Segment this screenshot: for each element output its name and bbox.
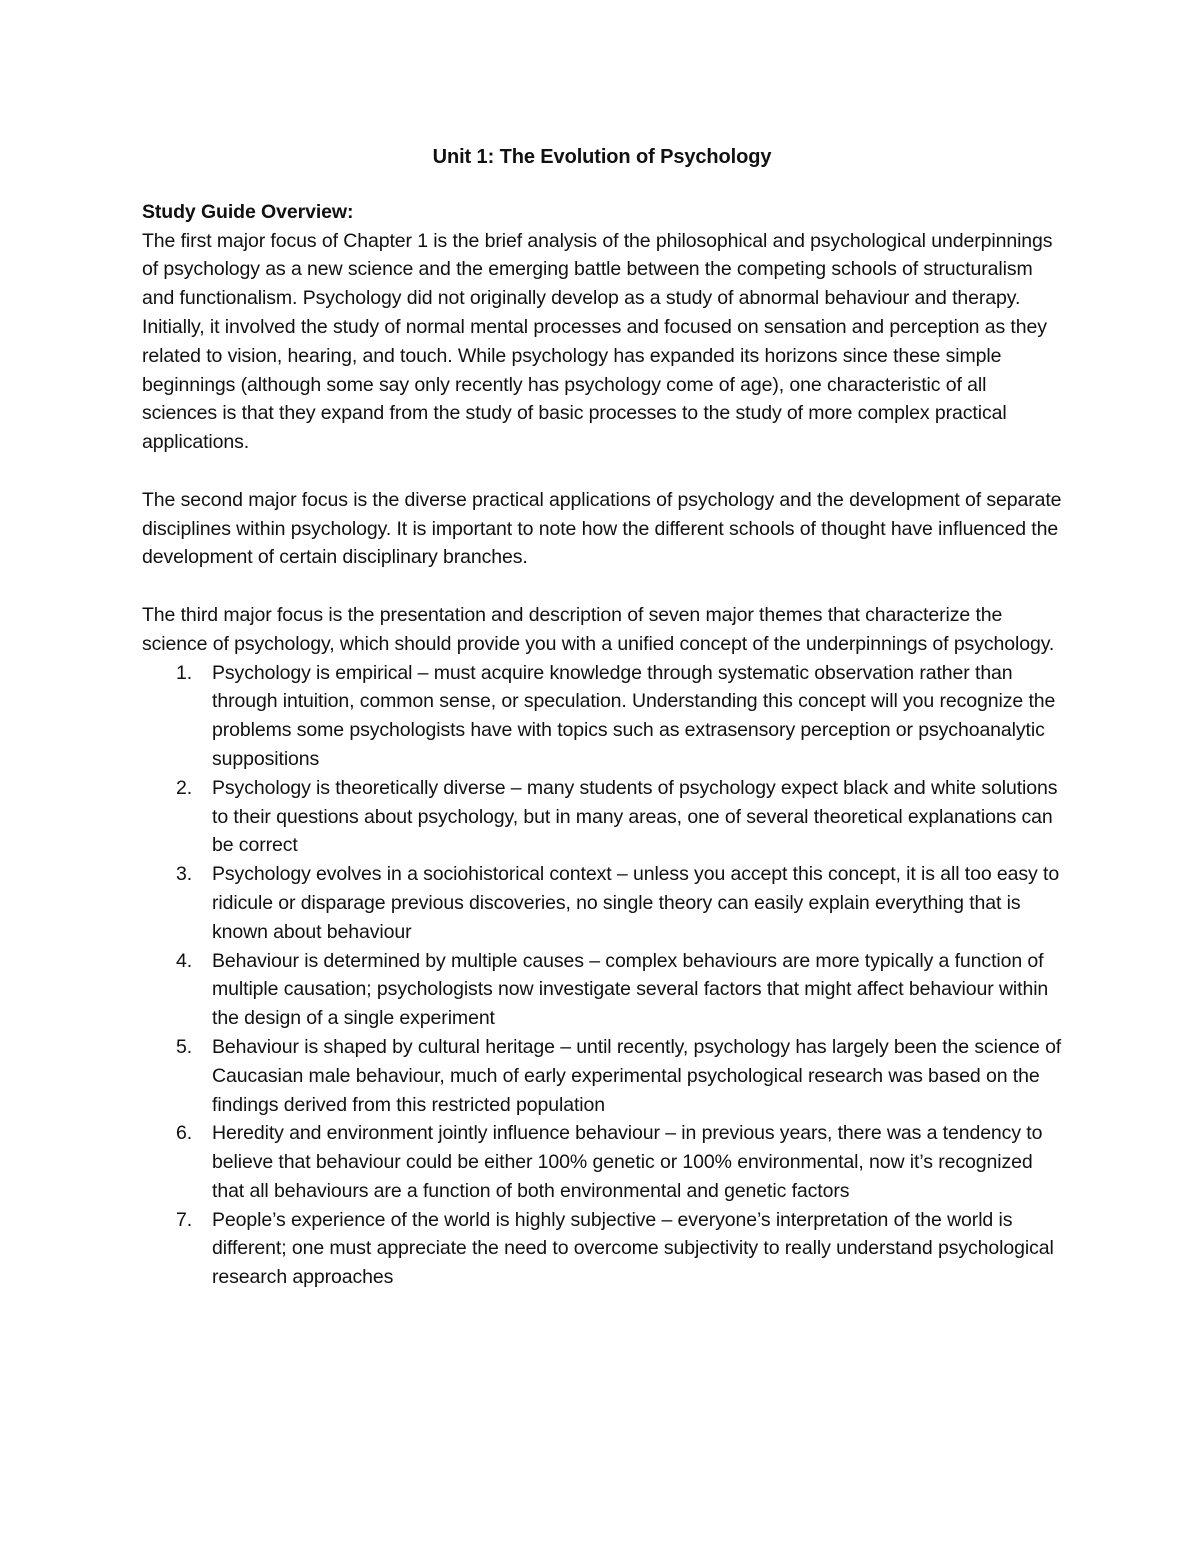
paragraph-first-focus: The first major focus of Chapter 1 is the brief analysis of the philosophical and psychological underpinnings of psychology as a new science and the emerging battle between the competing schools of structuralism and functionalism. Psychology did not originally develop as a study of abnormal behaviour and therapy. Initially, it involved the study of normal mental processes and focused on sensation and perception as they related to vision, hearing, and touch. While psychology has expanded its horizons since these simple beginnings (although some say only recently has psychology come of age), one characteristic of all sciences is that they expand from the study of basic processes to the study of more complex practical applications.: [142, 229, 1053, 454]
list-item: [142, 947, 1062, 1033]
list-item-text: Psychology is empirical – must acquire knowledge through systematic observation rather than through intuition, common sense, or speculation. Understanding this concept will you recognize the problems some psychologists have with topics such as extrasensory perception or psychoanalytic suppositions: [212, 661, 1056, 770]
list-item-number: 4.: [176, 949, 193, 972]
list-item: [142, 774, 1062, 860]
list-item-text: Psychology evolves in a sociohistorical context – unless you accept this concept, it is all too easy to ridicule or disparage previous discoveries, no single theory can easily explain everything that is known about behaviour: [212, 863, 1060, 943]
list-item: [142, 659, 1062, 774]
list-item: [142, 1119, 1062, 1205]
list-item-text: Psychology is theoretically diverse – many students of psychology expect black and white solutions to their questions about psychology, but in many areas, one of several theoretical explanations can be correct: [212, 776, 1058, 857]
list-item-number: 2.: [176, 776, 193, 799]
themes-list: [142, 659, 1062, 1293]
paragraph-third-focus: The third major focus is the presentation and description of seven major themes that characterize the science of psychology, which should provide you with a unified concept of the underpinnings of psychology.: [142, 603, 1055, 655]
overview-heading: Study Guide Overview:: [142, 200, 354, 223]
list-item-number: 6.: [176, 1122, 193, 1145]
list-item-number: 1.: [176, 661, 193, 684]
document-body: [142, 143, 1062, 1292]
list-item: [142, 1033, 1062, 1119]
list-item-text: People’s experience of the world is highly subjective – everyone’s interpretation of the world is different; one must appreciate the need to overcome subjectivity to really understand psychological research approaches: [212, 1208, 1054, 1289]
list-item-text: Behaviour is shaped by cultural heritage – until recently, psychology has largely been the science of Caucasian male behaviour, much of early experimental psychological research was based on the findings derived from this restricted population: [212, 1035, 1062, 1116]
list-item-text: Behaviour is determined by multiple causes – complex behaviours are more typically a function of multiple causation; psychologists now investigate several factors that might affect behaviour within the design of a single experiment: [212, 949, 1049, 1030]
list-item: [142, 1206, 1062, 1292]
paragraph-second-focus: The second major focus is the diverse practical applications of psychology and the development of separate disciplines within psychology. It is important to note how the different schools of thought have influenced the development of certain disciplinary branches.: [142, 488, 1062, 569]
list-item: [142, 860, 1062, 946]
document-title: Unit 1: The Evolution of Psychology: [432, 146, 772, 168]
list-item-number: 3.: [176, 863, 193, 886]
list-item-text: Heredity and environment jointly influence behaviour – in previous years, there was a tendency to believe that behaviour could be either 100% genetic or 100% environmental, now it’s recognized that all behaviours are a function of both environmental and genetic factors: [212, 1122, 1043, 1202]
list-item-number: 7.: [176, 1208, 193, 1231]
list-item-number: 5.: [176, 1035, 193, 1058]
